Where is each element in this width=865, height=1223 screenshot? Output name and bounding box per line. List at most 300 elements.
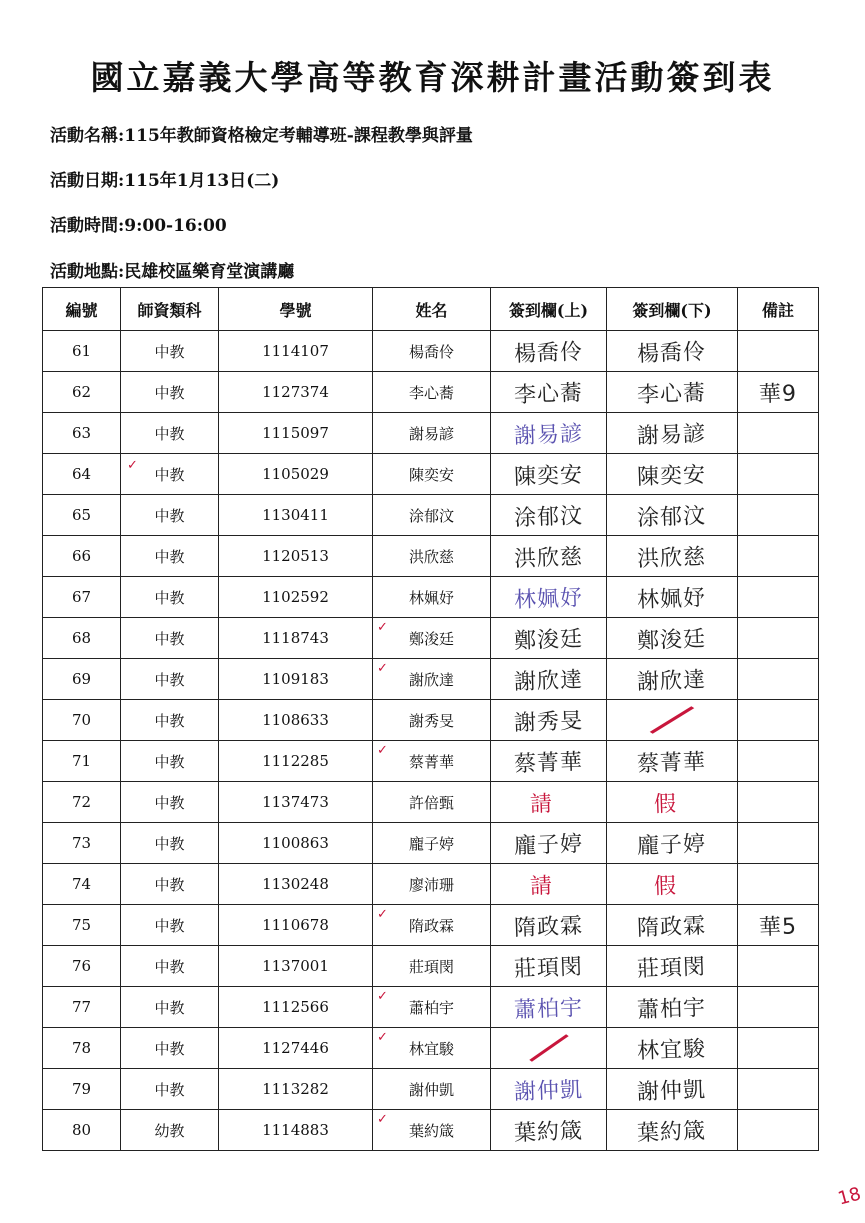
cell-sign-pm [607, 946, 738, 987]
cell-sign-pm [607, 495, 738, 536]
cell-no-text: 74 [71, 875, 92, 893]
cell-note [738, 987, 819, 1028]
cell-student-id-text: 1112566 [262, 998, 329, 1016]
cell-category-text: 中教 [154, 383, 185, 402]
table-row [43, 782, 819, 823]
info-label: 活動名稱: [50, 126, 125, 146]
cell-category [121, 905, 219, 946]
info-activity-name [50, 121, 473, 146]
cell-sign-am [491, 864, 607, 905]
check-mark-icon: ✓ [377, 989, 388, 1004]
cell-category [121, 536, 219, 577]
cell-name [373, 659, 491, 700]
cell-name [373, 1028, 491, 1069]
handwritten-signature: 假 [653, 872, 691, 900]
cell-category-text: 中教 [154, 793, 185, 812]
cell-student-id-text: 1100863 [262, 834, 329, 852]
cell-name [373, 864, 491, 905]
cell-no [43, 413, 121, 454]
info-activity-time [50, 211, 227, 236]
cell-no [43, 659, 121, 700]
col-header-sign-pm: 簽到欄(下) [607, 288, 738, 331]
page-title: 國立嘉義大學高等教育深耕計畫活動簽到表 [90, 58, 775, 97]
cell-no [43, 1069, 121, 1110]
cell-category-text: 中教 [154, 506, 185, 525]
cell-note [738, 1069, 819, 1110]
cell-category-text: 中教 [154, 342, 185, 361]
cell-name [373, 905, 491, 946]
cell-category [121, 946, 219, 987]
cell-sign-pm [607, 905, 738, 946]
cell-name [373, 577, 491, 618]
col-header-student-id: 學號 [219, 288, 373, 331]
check-mark-icon: ✓ [377, 907, 388, 922]
cell-category [121, 987, 219, 1028]
col-header-sign-am: 簽到欄(上) [491, 288, 607, 331]
cell-name [373, 700, 491, 741]
cell-sign-am [491, 618, 607, 659]
cell-name-text: 蕭柏宇 [408, 998, 454, 1017]
cell-category [121, 1110, 219, 1151]
handwritten-signature: 謝仲凱 [513, 1077, 584, 1105]
cell-no-text: 80 [71, 1121, 92, 1139]
cell-no-text: 66 [71, 547, 92, 565]
cell-student-id [219, 987, 373, 1028]
handwritten-signature: 鄭浚廷 [637, 626, 707, 654]
cell-name-text: 隋政霖 [408, 916, 454, 935]
cell-student-id-text: 1114107 [262, 342, 329, 360]
cell-name-text: 莊頊閔 [408, 957, 454, 976]
cell-category-text: 中教 [154, 1080, 185, 1099]
table-row [43, 659, 819, 700]
table-row [43, 741, 819, 782]
handwritten-note: 華9 [758, 380, 798, 408]
cell-sign-pm [607, 659, 738, 700]
cell-sign-am [491, 413, 607, 454]
handwritten-signature: 隋政霖 [637, 913, 707, 941]
handwritten-signature: 葉約箴 [637, 1118, 707, 1146]
cell-category-text: 中教 [154, 670, 185, 689]
cell-no [43, 782, 121, 823]
handwritten-signature: 謝易諺 [513, 421, 584, 449]
cell-sign-pm [607, 454, 738, 495]
cell-category [121, 331, 219, 372]
cell-sign-pm [607, 700, 738, 741]
cell-name-text: 許倍甄 [408, 793, 454, 812]
cell-category [121, 1028, 219, 1069]
handwritten-signature: 鄭浚廷 [513, 626, 584, 654]
cell-name [373, 741, 491, 782]
cell-sign-am [491, 905, 607, 946]
cell-sign-am [491, 659, 607, 700]
cell-name-text: 謝欣達 [408, 670, 454, 689]
handwritten-signature: 楊喬伶 [513, 339, 584, 367]
handwritten-signature: 陳奕安 [513, 462, 584, 490]
info-value: 民雄校區樂育堂演講廳 [124, 262, 295, 282]
cell-name-text: 楊喬伶 [408, 342, 454, 361]
handwritten-signature: 楊喬伶 [637, 339, 707, 367]
cell-student-id [219, 782, 373, 823]
handwritten-signature: 龐子婷 [637, 831, 707, 859]
handwritten-signature: 假 [653, 790, 691, 818]
cell-student-id [219, 577, 373, 618]
cell-no-text: 62 [71, 383, 92, 401]
cell-note [738, 905, 819, 946]
handwritten-signature: 請 [530, 790, 567, 818]
info-activity-date [50, 166, 279, 191]
cell-sign-pm [607, 782, 738, 823]
col-header-note: 備註 [738, 288, 819, 331]
table-row [43, 823, 819, 864]
cell-no [43, 987, 121, 1028]
col-header-category: 師資類科 [121, 288, 219, 331]
cell-student-id-text: 1114883 [262, 1121, 329, 1139]
cell-category [121, 413, 219, 454]
table-row [43, 864, 819, 905]
table-row [43, 987, 819, 1028]
handwritten-signature: 莊頊閔 [637, 954, 707, 982]
cell-sign-pm [607, 618, 738, 659]
cell-no [43, 372, 121, 413]
cell-no-text: 78 [71, 1039, 92, 1057]
cell-student-id [219, 946, 373, 987]
cell-student-id-text: 1127374 [262, 383, 329, 401]
cell-no [43, 331, 121, 372]
cell-no [43, 1028, 121, 1069]
handwritten-signature: 林姵妤 [637, 585, 707, 613]
cell-category-text: 中教 [154, 465, 185, 484]
handwritten-signature: 謝欣達 [637, 667, 707, 695]
cell-sign-pm [607, 577, 738, 618]
table-row [43, 1069, 819, 1110]
table-row [43, 905, 819, 946]
cell-note [738, 413, 819, 454]
cell-category-text: 中教 [154, 916, 185, 935]
cell-category-text: 中教 [154, 1039, 185, 1058]
cell-note [738, 741, 819, 782]
cell-sign-am [491, 1069, 607, 1110]
cell-note [738, 782, 819, 823]
cell-note [738, 1110, 819, 1151]
cell-category [121, 782, 219, 823]
cell-no-text: 64 [71, 465, 92, 483]
check-mark-icon: ✓ [377, 1112, 388, 1127]
cell-name [373, 536, 491, 577]
cell-student-id [219, 372, 373, 413]
cell-name-text: 洪欣慈 [408, 547, 454, 566]
cell-category-text: 中教 [154, 834, 185, 853]
cell-student-id-text: 1127446 [262, 1039, 329, 1057]
cell-no [43, 454, 121, 495]
cell-no [43, 495, 121, 536]
cell-category [121, 1069, 219, 1110]
handwritten-signature: 葉約箴 [513, 1118, 584, 1146]
cell-name-text: 林宜駿 [408, 1039, 454, 1058]
cell-name [373, 413, 491, 454]
cell-category-text: 中教 [154, 629, 185, 648]
cell-student-id [219, 741, 373, 782]
cell-no-text: 73 [71, 834, 92, 852]
cell-category-text: 幼教 [154, 1121, 185, 1140]
cell-no-text: 67 [71, 588, 92, 606]
cell-category [121, 495, 219, 536]
cell-student-id [219, 1110, 373, 1151]
handwritten-signature: 李心蕎 [513, 380, 584, 408]
cell-sign-am [491, 946, 607, 987]
info-value: 115年1月13日(二) [124, 171, 280, 191]
table-row [43, 372, 819, 413]
cell-sign-pm [607, 741, 738, 782]
table-row [43, 331, 819, 372]
cell-sign-pm [607, 823, 738, 864]
cell-sign-am [491, 782, 607, 823]
handwritten-signature: 蔡菁華 [637, 749, 707, 777]
check-mark-icon: ✓ [377, 661, 388, 676]
cell-sign-am [491, 331, 607, 372]
cell-student-id [219, 1069, 373, 1110]
table-row [43, 454, 819, 495]
cell-category [121, 454, 219, 495]
cell-sign-am [491, 454, 607, 495]
info-label: 活動日期: [50, 171, 125, 191]
handwritten-signature: 蕭柏宇 [637, 995, 707, 1023]
handwritten-signature: 洪欣慈 [513, 544, 584, 572]
cell-name [373, 987, 491, 1028]
cell-name [373, 782, 491, 823]
cell-no-text: 72 [71, 793, 92, 811]
cell-student-id-text: 1130248 [262, 875, 329, 893]
cell-no-text: 77 [71, 998, 92, 1016]
cell-student-id [219, 618, 373, 659]
cell-category-text: 中教 [154, 547, 185, 566]
handwritten-signature: 李心蕎 [637, 380, 707, 408]
cell-name-text: 李心蕎 [408, 383, 454, 402]
cell-no [43, 864, 121, 905]
cell-category-text: 中教 [154, 998, 185, 1017]
cell-note [738, 454, 819, 495]
info-label: 活動地點: [50, 262, 125, 282]
cell-no-text: 75 [71, 916, 92, 934]
absence-slash-mark [646, 704, 698, 736]
cell-note [738, 864, 819, 905]
handwritten-signature: 莊頊閔 [513, 954, 584, 982]
cell-category-text: 中教 [154, 711, 185, 730]
handwritten-signature: 謝易諺 [637, 421, 707, 449]
cell-name [373, 372, 491, 413]
cell-no [43, 946, 121, 987]
cell-no-text: 69 [71, 670, 92, 688]
cell-sign-am [491, 741, 607, 782]
cell-student-id [219, 454, 373, 495]
handwritten-signature: 蕭柏宇 [513, 995, 584, 1023]
cell-category [121, 864, 219, 905]
info-label: 活動時間: [50, 216, 125, 236]
cell-note [738, 331, 819, 372]
cell-category-text: 中教 [154, 875, 185, 894]
info-value: 115年教師資格檢定考輔導班-課程教學與評量 [124, 126, 473, 146]
cell-sign-am [491, 495, 607, 536]
table-row [43, 1110, 819, 1151]
cell-note [738, 577, 819, 618]
cell-sign-am [491, 987, 607, 1028]
cell-name [373, 454, 491, 495]
cell-no [43, 741, 121, 782]
cell-name [373, 823, 491, 864]
handwritten-signature: 林宜駿 [637, 1036, 707, 1064]
cell-sign-am [491, 577, 607, 618]
cell-sign-pm [607, 331, 738, 372]
cell-name-text: 龐子婷 [408, 834, 454, 853]
handwritten-signature: 林姵妤 [513, 585, 584, 613]
cell-student-id-text: 1109183 [262, 670, 329, 688]
cell-category-text: 中教 [154, 957, 185, 976]
cell-sign-am [491, 700, 607, 741]
cell-name [373, 331, 491, 372]
cell-student-id-text: 1137473 [262, 793, 329, 811]
cell-no-text: 70 [71, 711, 92, 729]
handwritten-signature: 謝仲凱 [637, 1077, 707, 1105]
cell-sign-pm [607, 536, 738, 577]
cell-note [738, 372, 819, 413]
cell-name-text: 林姵妤 [408, 588, 454, 607]
table-row [43, 413, 819, 454]
cell-student-id-text: 1120513 [262, 547, 329, 565]
cell-category [121, 618, 219, 659]
check-mark-icon: ✓ [377, 743, 388, 758]
cell-no [43, 905, 121, 946]
handwritten-signature: 涂郁汶 [637, 503, 707, 531]
handwritten-signature: 涂郁汶 [513, 503, 584, 531]
cell-student-id [219, 1028, 373, 1069]
cell-category-text: 中教 [154, 424, 185, 443]
cell-student-id-text: 1137001 [262, 957, 329, 975]
cell-sign-am [491, 1028, 607, 1069]
cell-student-id [219, 864, 373, 905]
cell-no [43, 823, 121, 864]
cell-note [738, 618, 819, 659]
cell-name [373, 946, 491, 987]
cell-student-id [219, 823, 373, 864]
handwritten-signature: 洪欣慈 [637, 544, 707, 572]
cell-name-text: 陳奕安 [408, 465, 454, 484]
cell-student-id [219, 331, 373, 372]
cell-no-text: 61 [71, 342, 92, 360]
cell-name-text: 涂郁汶 [408, 506, 454, 525]
cell-name-text: 蔡菁華 [408, 752, 454, 771]
cell-category [121, 823, 219, 864]
cell-no-text: 79 [71, 1080, 92, 1098]
cell-student-id-text: 1130411 [262, 506, 329, 524]
cell-no-text: 76 [71, 957, 92, 975]
table-row [43, 536, 819, 577]
cell-no [43, 1110, 121, 1151]
info-activity-location [50, 257, 294, 282]
cell-name-text: 葉約箴 [408, 1121, 454, 1140]
sign-in-table [42, 287, 819, 1151]
check-mark-icon: ✓ [377, 1030, 388, 1045]
cell-category-text: 中教 [154, 588, 185, 607]
cell-no [43, 536, 121, 577]
cell-student-id [219, 495, 373, 536]
table-row [43, 618, 819, 659]
cell-no-text: 68 [71, 629, 92, 647]
cell-sign-pm [607, 1110, 738, 1151]
cell-name [373, 618, 491, 659]
cell-sign-am [491, 1110, 607, 1151]
col-header-no: 編號 [43, 288, 121, 331]
cell-sign-pm [607, 1069, 738, 1110]
cell-sign-pm [607, 1028, 738, 1069]
cell-no [43, 577, 121, 618]
cell-student-id [219, 413, 373, 454]
cell-student-id [219, 659, 373, 700]
cell-category [121, 659, 219, 700]
table-header-row [43, 288, 819, 331]
cell-name-text: 鄭浚廷 [408, 629, 454, 648]
cell-student-id [219, 536, 373, 577]
handwritten-note: 華5 [758, 913, 798, 941]
page-mark: 18 [835, 1183, 864, 1210]
cell-note [738, 1028, 819, 1069]
cell-category-text: 中教 [154, 752, 185, 771]
cell-note [738, 823, 819, 864]
table-body [43, 331, 819, 1151]
col-header-name: 姓名 [373, 288, 491, 331]
cell-student-id-text: 1108633 [262, 711, 329, 729]
cell-note [738, 946, 819, 987]
cell-name [373, 495, 491, 536]
cell-student-id-text: 1105029 [262, 465, 329, 483]
handwritten-signature: 謝秀旻 [513, 708, 584, 736]
cell-category [121, 741, 219, 782]
cell-sign-am [491, 536, 607, 577]
table-row [43, 495, 819, 536]
cell-sign-pm [607, 864, 738, 905]
cell-student-id-text: 1110678 [262, 916, 329, 934]
cell-student-id-text: 1102592 [262, 588, 329, 606]
table-row [43, 700, 819, 741]
table-row [43, 577, 819, 618]
info-value: 9:00-16:00 [124, 216, 227, 236]
cell-category [121, 577, 219, 618]
cell-note [738, 659, 819, 700]
cell-no-text: 63 [71, 424, 92, 442]
cell-student-id-text: 1113282 [262, 1080, 329, 1098]
cell-no [43, 700, 121, 741]
cell-sign-pm [607, 372, 738, 413]
absence-slash-mark [526, 1032, 572, 1064]
cell-name-text: 廖沛珊 [408, 875, 454, 894]
table-row [43, 946, 819, 987]
handwritten-signature: 謝欣達 [513, 667, 584, 695]
handwritten-signature: 陳奕安 [637, 462, 707, 490]
cell-sign-am [491, 372, 607, 413]
cell-name-text: 謝秀旻 [408, 711, 454, 730]
cell-no-text: 65 [71, 506, 92, 524]
cell-category [121, 700, 219, 741]
cell-name [373, 1069, 491, 1110]
cell-name-text: 謝仲凱 [408, 1080, 454, 1099]
cell-student-id [219, 700, 373, 741]
check-mark-icon: ✓ [377, 620, 388, 635]
cell-sign-am [491, 823, 607, 864]
handwritten-signature: 隋政霖 [513, 913, 584, 941]
cell-note [738, 495, 819, 536]
handwritten-signature: 請 [530, 872, 567, 900]
cell-sign-pm [607, 987, 738, 1028]
cell-name-text: 謝易諺 [408, 424, 454, 443]
cell-student-id-text: 1112285 [262, 752, 329, 770]
